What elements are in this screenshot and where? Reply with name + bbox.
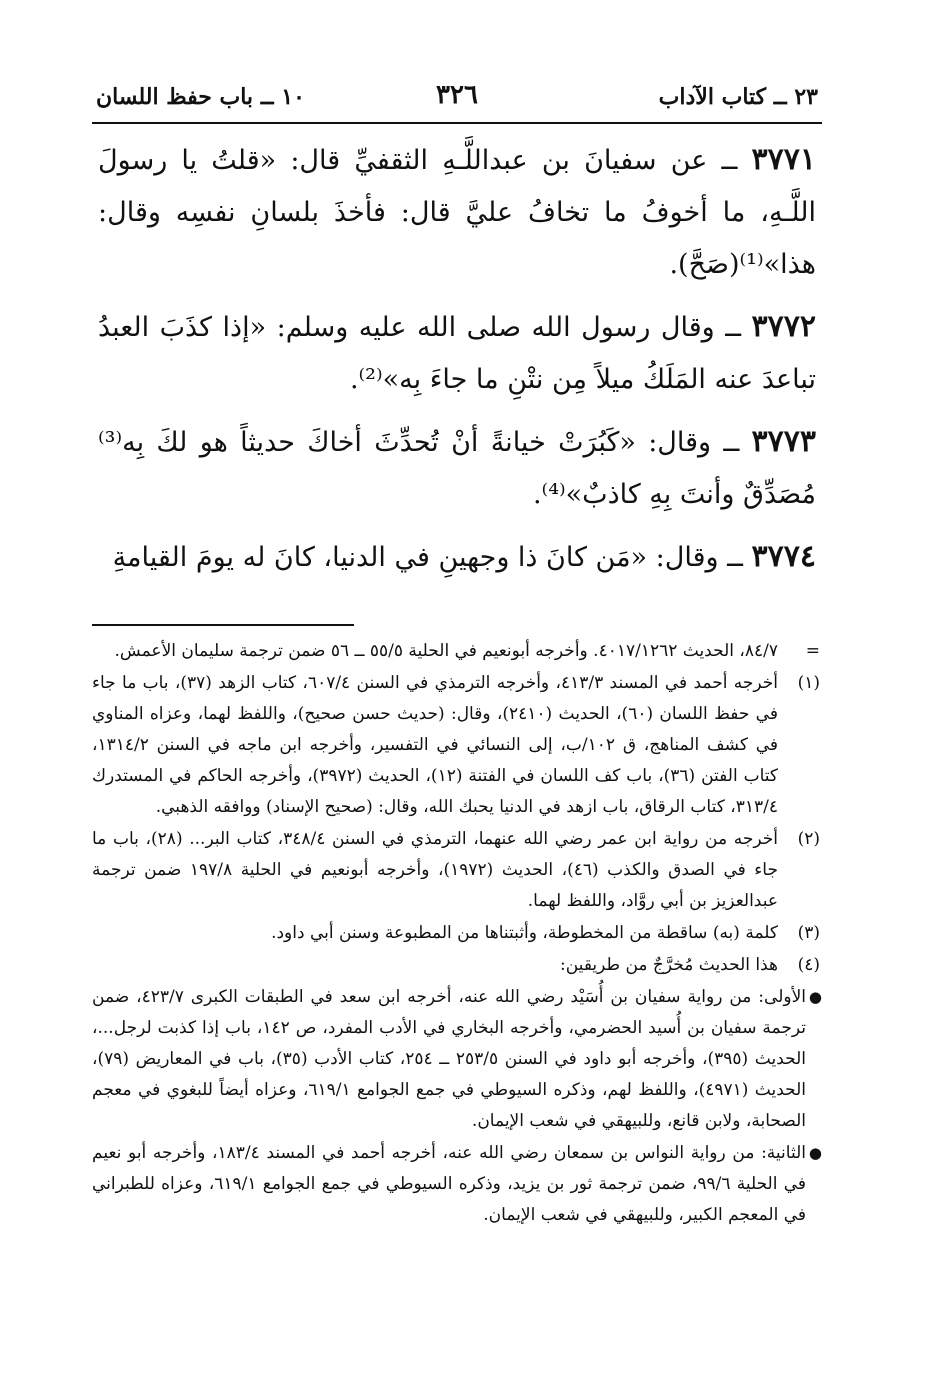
footnote	[92, 918, 822, 949]
page-header	[92, 78, 822, 124]
footnote	[92, 636, 822, 667]
hadith-paragraph	[92, 416, 822, 521]
hadith-paragraph	[92, 531, 822, 584]
footnote-mark: (٢)	[797, 829, 820, 849]
hadith-text: ــ وقال: «مَن كانَ ذا وجهينِ في الدنيا، كانَ له يومَ القيامةِ	[112, 542, 743, 573]
footnote-text: أخرجه من رواية ابن عمر رضي الله عنهما، الترمذي في السنن ٣٤٨/٤، كتاب البر... (٢٨)، باب ما جاء في الصدق والكذب (٤٦)، الحديث (١٩٧٢)، وأخرجه أبونعيم في الحلية ١٩٧/٨ ضمن ترجمة عبدالعزيز بن أبي روَّاد، واللفظ لهما.	[92, 829, 778, 911]
hadith-number: ٣٧٧٣	[751, 424, 816, 459]
footnote-text: أخرجه أحمد في المسند ٤١٣/٣، وأخرجه الترمذي في السنن ٦٠٧/٤، كتاب الزهد (٣٧)، باب ما جاء في حفظ اللسان (٦٠)، الحديث (٢٤١٠)، وقال: (حديث حسن صحيح)، واللفظ لهما، وعزاه المناوي في كشف المناهج، ق ١٠٢/ب، إلى النسائي في التفسير، وأخرجه ابن ماجه في السنن ١٣١٤/٢، كتاب الفتن (٣٦)، باب كف اللسان في الفتنة (١٢)، الحديث (٣٩٧٢)، وأخرجه الحاكم في المستدرك ٣١٣/٤، كتاب الرقاق، باب ازهد في الدنيا يحبك الله، وقال: (صحيح الإسناد) ووافقه الذهبي.	[92, 673, 778, 817]
way-text: الثانية: من رواية النواس بن سمعان رضي الله عنه، أخرجه أحمد في المسند ١٨٣/٤، وأخرجه أبو نعيم في الحلية ٩٩/٦، ضمن ترجمة ثور بن يزيد، وذكره السيوطي في جمع الجوامع ٦١٩/١، وعزاه للطبراني في المعجم الكبير، وللبيهقي في شعب الإيمان.	[92, 1143, 807, 1225]
book-page	[92, 78, 822, 1232]
footnote-mark: =	[805, 641, 820, 661]
way-text: الأولى: من رواية سفيان بن أُسَيْد رضي الله عنه، أخرجه ابن سعد في الطبقات الكبرى ٤٢٣/٧، ضمن ترجمة سفيان بن أُسيد الحضرمي، وأخرجه البخاري في الأدب المفرد، ص ١٤٢، باب إذا كذبت لرجل...، الحديث (٣٩٥)، وأخرجه أبو داود في السنن ٢٥٣/٥ ــ ٢٥٤، كتاب الأدب (٣٥)، باب في المعاريض (٧٩)، الحديث (٤٩٧١)، واللفظ لهم، وذكره السيوطي في جمع الجوامع ٦١٩/١، وعزاه أيضاً للبغوي في معجم الصحابة، ولابن قانع، وللبيهقي في شعب الإيمان.	[92, 987, 807, 1131]
hadith-number: ٣٧٧٤	[751, 539, 816, 574]
footnote-mark: (٤)	[797, 955, 820, 975]
footnote-text: ٨٤/٧، الحديث ٤٠١٧/١٢٦٢. وأخرجه أبونعيم في الحلية ٥٥/٥ ــ ٥٦ ضمن ترجمة سليمان الأعمش.	[114, 641, 778, 661]
book-title: ٢٣ ــ كتاب الآداب	[658, 84, 818, 110]
hadith-text: ــ وقال رسول الله صلى الله عليه وسلم: «إذا كذَبَ العبدُ تباعدَ عنه المَلَكُ ميلاً مِن نتْنِ ما جاءَ بِه»⁽²⁾.	[98, 312, 816, 395]
footnotes	[92, 636, 822, 1231]
footnote-mark: (١)	[797, 673, 820, 693]
hadith-number: ٣٧٧١	[751, 142, 816, 177]
footnote	[92, 668, 822, 823]
footnote-separator	[92, 624, 354, 626]
bullet-icon: ●	[808, 988, 822, 1006]
hadith-paragraph	[92, 301, 822, 406]
footnote	[92, 824, 822, 917]
footnote-text: كلمة (به) ساقطة من المخطوطة، وأثبتناها من المطبوعة وسنن أبي داود.	[271, 923, 778, 943]
footnote-way	[92, 982, 822, 1137]
page-number: ٣٢٦	[436, 80, 478, 110]
chapter-title: ١٠ ــ باب حفظ اللسان	[96, 84, 305, 110]
hadith-number: ٣٧٧٢	[751, 309, 816, 344]
hadith-text: ــ وقال: «كَبُرَتْ خيانةً أنْ تُحدِّثَ أخاكَ حديثاً هو لكَ بِه⁽³⁾ مُصَدِّقٌ وأنتَ بِهِ كاذبٌ»⁽⁴⁾.	[98, 427, 816, 510]
hadith-text: ــ عن سفيانَ بن عبداللَّـهِ الثقفيِّ قال: «قلتُ يا رسولَ اللَّـهِ، ما أخوفُ ما تخافُ عليَّ قال: فأخذَ بلسانِ نفسِه وقال: هذا»⁽¹⁾(صَحَّ).	[98, 145, 816, 280]
footnote-mark: (٣)	[797, 923, 820, 943]
footnote-way	[92, 1138, 822, 1231]
footnote-text: هذا الحديث مُخرَّجٌ من طريقين:	[560, 955, 778, 975]
footnote	[92, 950, 822, 981]
hadith-paragraph	[92, 134, 822, 291]
bullet-icon: ●	[808, 1144, 822, 1162]
